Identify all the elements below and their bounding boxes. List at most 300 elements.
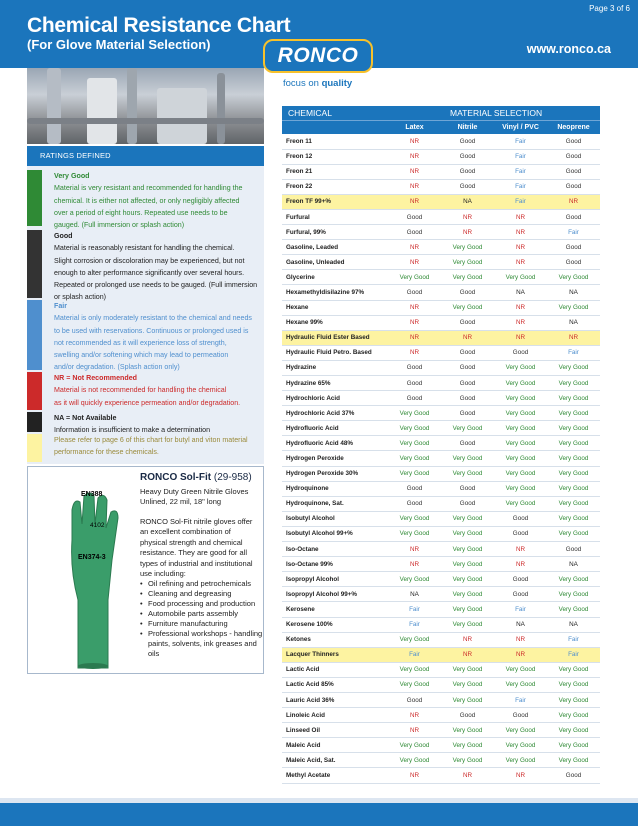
rating-cell: Very Good bbox=[441, 602, 494, 617]
chemical-name-cell: Hydrofluoric Acid bbox=[282, 421, 388, 436]
table-row bbox=[282, 708, 600, 723]
table-row bbox=[282, 179, 600, 194]
rating-cell: Good bbox=[441, 708, 494, 723]
rating-cell: Very Good bbox=[388, 466, 441, 481]
chemical-name-cell: Gasoline, Unleaded bbox=[282, 255, 388, 270]
rating-cell: NR bbox=[494, 768, 547, 783]
chemical-name-cell: Isopropyl Alcohol bbox=[282, 572, 388, 587]
rating-cell: Good bbox=[388, 496, 441, 511]
rating-cell: NR bbox=[441, 632, 494, 647]
chemical-name-cell: Hexane bbox=[282, 300, 388, 315]
rating-line: gauged. (Full immersion or splash action) bbox=[54, 221, 185, 230]
chemical-name-cell: Hydrogen Peroxide bbox=[282, 451, 388, 466]
glove-use-item: • Automobile parts assembly bbox=[140, 609, 265, 619]
glove-subtitle bbox=[140, 487, 265, 507]
table-row bbox=[282, 572, 600, 587]
rating-cell: Good bbox=[441, 164, 494, 179]
rating-cell: NR bbox=[388, 164, 441, 179]
table-row bbox=[282, 557, 600, 572]
rating-cell: NR bbox=[547, 194, 600, 209]
rating-text bbox=[54, 230, 262, 304]
table-body bbox=[282, 134, 600, 783]
rating-cell: Good bbox=[388, 692, 441, 707]
rating-cell: Good bbox=[494, 708, 547, 723]
rating-line: Material is not recommended for handling the chemical bbox=[54, 386, 227, 395]
rating-cell: NR bbox=[388, 345, 441, 360]
rating-cell: NR bbox=[494, 557, 547, 572]
rating-cell: NA bbox=[547, 557, 600, 572]
rating-cell: Good bbox=[547, 134, 600, 149]
chemical-name-cell: Lactic Acid bbox=[282, 662, 388, 677]
rating-cell: Very Good bbox=[547, 270, 600, 285]
rating-cell: Very Good bbox=[547, 511, 600, 526]
rating-cell: Very Good bbox=[388, 511, 441, 526]
rating-cell: Very Good bbox=[441, 511, 494, 526]
rating-item bbox=[27, 412, 264, 435]
rating-cell: Very Good bbox=[494, 451, 547, 466]
chemical-name-cell: Hydrofluoric Acid 48% bbox=[282, 436, 388, 451]
ronco-logo: RONCO bbox=[263, 39, 373, 73]
rating-cell: Very Good bbox=[547, 406, 600, 421]
column-latex: Latex bbox=[405, 124, 424, 131]
table-row bbox=[282, 194, 600, 209]
column-nitrile: Nitrile bbox=[457, 124, 478, 131]
rating-cell: Fair bbox=[494, 149, 547, 164]
table-row bbox=[282, 647, 600, 662]
rating-cell: NR bbox=[388, 768, 441, 783]
rating-cell: Good bbox=[494, 345, 547, 360]
rating-cell: Very Good bbox=[441, 542, 494, 557]
rating-cell: Very Good bbox=[441, 723, 494, 738]
rating-cell: NR bbox=[388, 179, 441, 194]
rating-cell: Good bbox=[494, 526, 547, 541]
rating-cell: Very Good bbox=[441, 270, 494, 285]
rating-cell: Good bbox=[441, 179, 494, 194]
chemical-name-cell: Hydrogen Peroxide 30% bbox=[282, 466, 388, 481]
table-row bbox=[282, 542, 600, 557]
rating-item bbox=[27, 300, 264, 370]
rating-cell: NR bbox=[441, 768, 494, 783]
rating-line: to be used with reservations. Continuous or prolonged used is bbox=[54, 326, 249, 335]
table-row bbox=[282, 360, 600, 375]
rating-cell: Good bbox=[441, 149, 494, 164]
rating-cell: Good bbox=[547, 149, 600, 164]
rating-title: NR = Not Recommended bbox=[54, 374, 137, 382]
rating-item bbox=[27, 170, 264, 230]
table-row bbox=[282, 496, 600, 511]
rating-cell: Very Good bbox=[441, 587, 494, 602]
page-number: Page 3 of 6 bbox=[589, 4, 630, 13]
glove-desc-line: physical strength and chemical bbox=[140, 537, 243, 547]
table-row bbox=[282, 768, 600, 783]
table-row bbox=[282, 632, 600, 647]
table-row bbox=[282, 617, 600, 632]
rating-cell: Good bbox=[547, 179, 600, 194]
glove-use-item: • Cleaning and degreasing bbox=[140, 589, 265, 599]
rating-cell: Very Good bbox=[441, 677, 494, 692]
table-row bbox=[282, 526, 600, 541]
rating-cell: Good bbox=[441, 315, 494, 330]
table-row bbox=[282, 285, 600, 300]
rating-cell: Good bbox=[547, 255, 600, 270]
table-header-main bbox=[282, 106, 600, 120]
rating-cell: Very Good bbox=[441, 526, 494, 541]
rating-cell: NA bbox=[494, 617, 547, 632]
rating-cell: Good bbox=[441, 134, 494, 149]
chemical-name-cell: Lacquer Thinners bbox=[282, 647, 388, 662]
rating-line: Material is reasonably resistant for handling the chemical. bbox=[54, 244, 235, 253]
rating-color-swatch bbox=[27, 170, 42, 226]
glove-use-item: • Oil refining and petrochemicals bbox=[140, 579, 265, 589]
en388-label: EN388 bbox=[81, 491, 103, 498]
table-row bbox=[282, 738, 600, 753]
rating-cell: Good bbox=[388, 376, 441, 391]
rating-cell: Good bbox=[441, 376, 494, 391]
rating-cell: Very Good bbox=[547, 481, 600, 496]
rating-cell: NR bbox=[494, 240, 547, 255]
table-row bbox=[282, 602, 600, 617]
rating-cell: Very Good bbox=[494, 270, 547, 285]
rating-color-swatch bbox=[27, 300, 42, 370]
rating-cell: Good bbox=[388, 360, 441, 375]
rating-cell: Good bbox=[388, 225, 441, 240]
rating-item bbox=[27, 372, 264, 410]
table-row bbox=[282, 662, 600, 677]
chemical-name-cell: Hydroquinone bbox=[282, 481, 388, 496]
rating-cell: Very Good bbox=[547, 526, 600, 541]
chemical-name-cell: Glycerine bbox=[282, 270, 388, 285]
rating-title: NA = Not Available bbox=[54, 414, 117, 422]
rating-cell: Very Good bbox=[547, 677, 600, 692]
glove-sub-line: Heavy Duty Green Nitrile Gloves bbox=[140, 487, 249, 496]
rating-cell: NR bbox=[441, 330, 494, 345]
rating-cell: Very Good bbox=[494, 466, 547, 481]
rating-line: over a period of eight hours. Repeated use needs to be bbox=[54, 208, 228, 217]
rating-cell: Good bbox=[441, 285, 494, 300]
table-row bbox=[282, 164, 600, 179]
rating-cell: Very Good bbox=[547, 391, 600, 406]
rating-cell: Very Good bbox=[441, 255, 494, 270]
rating-cell: NR bbox=[388, 557, 441, 572]
rating-cell: Very Good bbox=[494, 496, 547, 511]
rating-text bbox=[54, 412, 262, 437]
rating-cell: Fair bbox=[547, 345, 600, 360]
rating-cell: Very Good bbox=[547, 753, 600, 768]
chemical-name-cell: Linseed Oil bbox=[282, 723, 388, 738]
en388-code: 4102 bbox=[90, 522, 105, 529]
rating-line: Repeated or prolonged use needs to be gauged. (Full immersion bbox=[54, 281, 258, 290]
rating-cell: NR bbox=[388, 255, 441, 270]
table-row bbox=[282, 421, 600, 436]
rating-text bbox=[54, 372, 262, 409]
tagline-word: quality bbox=[321, 78, 353, 89]
rating-cell: Good bbox=[388, 285, 441, 300]
rating-color-swatch bbox=[27, 412, 42, 432]
table-row bbox=[282, 134, 600, 149]
rating-cell: Very Good bbox=[441, 662, 494, 677]
rating-cell: Very Good bbox=[494, 481, 547, 496]
column-vinyl: Vinyl / PVC bbox=[502, 124, 539, 131]
rating-line: Material is very resistant and recommended for handling the bbox=[54, 184, 243, 193]
chemical-name-cell: Furfural bbox=[282, 209, 388, 224]
chemical-name-cell: Freon 11 bbox=[282, 134, 388, 149]
rating-cell: Very Good bbox=[441, 421, 494, 436]
table-row bbox=[282, 270, 600, 285]
rating-cell: Very Good bbox=[388, 632, 441, 647]
rating-cell: Good bbox=[441, 345, 494, 360]
chemical-name-cell: Ketones bbox=[282, 632, 388, 647]
table-row bbox=[282, 345, 600, 360]
rating-cell: Very Good bbox=[494, 738, 547, 753]
rating-cell: Very Good bbox=[388, 421, 441, 436]
rating-cell: Good bbox=[441, 391, 494, 406]
glove-uses-list bbox=[140, 579, 265, 659]
chemical-name-cell: Hexamethyldisilazine 97% bbox=[282, 285, 388, 300]
chemical-table bbox=[282, 134, 600, 784]
rating-line: performance for these chemicals. bbox=[54, 448, 159, 457]
rating-cell: Very Good bbox=[494, 421, 547, 436]
chemical-name-cell: Hexane 99% bbox=[282, 315, 388, 330]
rating-cell: Very Good bbox=[388, 753, 441, 768]
chemical-name-cell: Hydrazine bbox=[282, 360, 388, 375]
rating-cell: Very Good bbox=[388, 572, 441, 587]
rating-cell: Very Good bbox=[441, 466, 494, 481]
rating-cell: NR bbox=[388, 723, 441, 738]
chemical-name-cell: Isopropyl Alcohol 99+% bbox=[282, 587, 388, 602]
rating-cell: Very Good bbox=[441, 738, 494, 753]
rating-cell: Fair bbox=[547, 647, 600, 662]
rating-cell: NR bbox=[441, 647, 494, 662]
rating-color-swatch bbox=[27, 372, 42, 410]
rating-cell: Very Good bbox=[388, 526, 441, 541]
rating-cell: Good bbox=[388, 481, 441, 496]
table-row bbox=[282, 692, 600, 707]
glove-desc-line: an excellent combination of bbox=[140, 527, 231, 537]
rating-line: as it will quickly experience permeation and/or degradation. bbox=[54, 398, 241, 407]
chemical-name-cell: Linoleic Acid bbox=[282, 708, 388, 723]
rating-cell: Very Good bbox=[494, 723, 547, 738]
rating-cell: Very Good bbox=[547, 451, 600, 466]
rating-cell: Very Good bbox=[388, 270, 441, 285]
table-row bbox=[282, 677, 600, 692]
chemical-name-cell: Hydrazine 65% bbox=[282, 376, 388, 391]
rating-cell: NR bbox=[494, 647, 547, 662]
glove-description bbox=[140, 517, 265, 579]
chemical-header: CHEMICAL bbox=[288, 108, 332, 118]
rating-item bbox=[27, 434, 264, 462]
rating-cell: Good bbox=[388, 391, 441, 406]
rating-cell: Good bbox=[494, 587, 547, 602]
rating-cell: NR bbox=[388, 240, 441, 255]
rating-cell: Very Good bbox=[441, 617, 494, 632]
chemical-name-cell: Freon 12 bbox=[282, 149, 388, 164]
website-link[interactable]: www.ronco.ca bbox=[526, 42, 611, 56]
rating-cell: Very Good bbox=[441, 572, 494, 587]
page-title: Chemical Resistance Chart bbox=[27, 14, 291, 37]
rating-cell: Very Good bbox=[547, 496, 600, 511]
glove-model: (29-958) bbox=[213, 472, 252, 483]
rating-cell: Good bbox=[494, 572, 547, 587]
table-row bbox=[282, 300, 600, 315]
table-row bbox=[282, 587, 600, 602]
rating-cell: Good bbox=[441, 406, 494, 421]
rating-cell: NA bbox=[547, 285, 600, 300]
rating-cell: NA bbox=[494, 285, 547, 300]
rating-line: enough to alter performance significantly over several hours. bbox=[54, 268, 245, 277]
chemical-name-cell: Hydrochloric Acid 37% bbox=[282, 406, 388, 421]
rating-cell: NR bbox=[388, 300, 441, 315]
rating-cell: Good bbox=[547, 768, 600, 783]
rating-cell: NR bbox=[547, 330, 600, 345]
rating-cell: NR bbox=[388, 542, 441, 557]
rating-cell: Very Good bbox=[441, 753, 494, 768]
tagline bbox=[283, 78, 352, 89]
rating-cell: NA bbox=[547, 617, 600, 632]
chemical-name-cell: Hydraulic Fluid Ester Based bbox=[282, 330, 388, 345]
rating-cell: Very Good bbox=[441, 692, 494, 707]
rating-cell: Very Good bbox=[388, 677, 441, 692]
table-row bbox=[282, 330, 600, 345]
rating-line: Material is only moderately resistant to the chemical and needs bbox=[54, 314, 252, 323]
rating-cell: Very Good bbox=[441, 451, 494, 466]
rating-cell: Very Good bbox=[494, 360, 547, 375]
material-header: MATERIAL SELECTION bbox=[450, 108, 543, 118]
chemical-name-cell: Kerosene 100% bbox=[282, 617, 388, 632]
rating-line: Slight corrosion or discoloration may be experienced, but not bbox=[54, 256, 245, 265]
table-row bbox=[282, 315, 600, 330]
table-row bbox=[282, 451, 600, 466]
rating-cell: Very Good bbox=[547, 662, 600, 677]
rating-text bbox=[54, 434, 262, 459]
chemical-name-cell: Isobutyl Alcohol 99+% bbox=[282, 526, 388, 541]
rating-cell: NR bbox=[494, 300, 547, 315]
table-row bbox=[282, 209, 600, 224]
rating-cell: NR bbox=[388, 315, 441, 330]
rating-cell: Good bbox=[547, 209, 600, 224]
table-row bbox=[282, 511, 600, 526]
rating-cell: Very Good bbox=[388, 662, 441, 677]
rating-cell: NR bbox=[494, 255, 547, 270]
glove-desc-line: RONCO Sol-Fit nitrile gloves offer bbox=[140, 517, 253, 526]
rating-cell: NR bbox=[494, 225, 547, 240]
rating-cell: Very Good bbox=[388, 436, 441, 451]
rating-cell: Very Good bbox=[547, 708, 600, 723]
rating-line: swelling and/or softening which may lead to permeation bbox=[54, 351, 229, 360]
rating-line: Information is insufficient to make a determination bbox=[54, 426, 211, 435]
chemical-name-cell: Freon 22 bbox=[282, 179, 388, 194]
rating-cell: NR bbox=[441, 209, 494, 224]
rating-title: Good bbox=[54, 232, 73, 240]
rating-cell: Very Good bbox=[494, 677, 547, 692]
rating-cell: Fair bbox=[494, 179, 547, 194]
chemical-name-cell: Methyl Acetate bbox=[282, 768, 388, 783]
chemical-name-cell: Freon TF 99+% bbox=[282, 194, 388, 209]
rating-cell: Good bbox=[388, 209, 441, 224]
table-row bbox=[282, 481, 600, 496]
chemical-name-cell: Hydrochloric Acid bbox=[282, 391, 388, 406]
rating-cell: Good bbox=[441, 481, 494, 496]
refinery-photo bbox=[27, 68, 264, 144]
table-row bbox=[282, 255, 600, 270]
en374-label: EN374-3 bbox=[78, 554, 106, 561]
rating-cell: Very Good bbox=[441, 557, 494, 572]
rating-title: Fair bbox=[54, 302, 68, 310]
glove-sub-line: Unlined, 22 mil, 18" long bbox=[140, 497, 222, 506]
rating-text bbox=[54, 300, 262, 374]
footer-bar bbox=[0, 803, 638, 826]
rating-cell: Good bbox=[441, 360, 494, 375]
rating-cell: Fair bbox=[494, 164, 547, 179]
rating-cell: Fair bbox=[547, 632, 600, 647]
rating-cell: Fair bbox=[388, 617, 441, 632]
rating-cell: Very Good bbox=[547, 436, 600, 451]
rating-cell: Good bbox=[547, 542, 600, 557]
rating-cell: Very Good bbox=[388, 451, 441, 466]
rating-cell: Very Good bbox=[494, 391, 547, 406]
table-row bbox=[282, 391, 600, 406]
tagline-prefix: focus on bbox=[283, 78, 319, 89]
chemical-name-cell: Hydraulic Fluid Petro. Based bbox=[282, 345, 388, 360]
rating-cell: Very Good bbox=[547, 723, 600, 738]
rating-item bbox=[27, 230, 264, 302]
rating-cell: Good bbox=[441, 496, 494, 511]
rating-line: chemical. It is either not affected, or only negligibly affected bbox=[54, 196, 240, 205]
table-row bbox=[282, 225, 600, 240]
rating-cell: NR bbox=[388, 708, 441, 723]
table-row bbox=[282, 406, 600, 421]
rating-cell: NA bbox=[388, 587, 441, 602]
table-header-columns bbox=[282, 120, 600, 134]
rating-cell: Fair bbox=[494, 134, 547, 149]
rating-cell: Very Good bbox=[441, 300, 494, 315]
rating-cell: Fair bbox=[388, 602, 441, 617]
rating-cell: Very Good bbox=[547, 466, 600, 481]
glove-desc-line: use including: bbox=[140, 569, 186, 579]
glove-desc-line: resistance. They are good for all bbox=[140, 548, 248, 558]
rating-cell: Very Good bbox=[547, 692, 600, 707]
rating-cell: NR bbox=[494, 632, 547, 647]
glove-use-item: • Furniture manufacturing bbox=[140, 619, 265, 629]
rating-cell: Very Good bbox=[547, 587, 600, 602]
rating-line: not recommended as it will experience loss of strength, bbox=[54, 338, 227, 347]
rating-cell: Good bbox=[547, 164, 600, 179]
ratings-heading: RATINGS DEFINED bbox=[27, 146, 264, 166]
chemical-name-cell: Maleic Acid bbox=[282, 738, 388, 753]
glove-title bbox=[140, 472, 252, 483]
chemical-name-cell: Lauric Acid 36% bbox=[282, 692, 388, 707]
table-row bbox=[282, 723, 600, 738]
rating-cell: Very Good bbox=[547, 376, 600, 391]
rating-cell: Very Good bbox=[547, 300, 600, 315]
chemical-name-cell: Furfural, 99% bbox=[282, 225, 388, 240]
table-row bbox=[282, 240, 600, 255]
rating-cell: Good bbox=[441, 436, 494, 451]
rating-cell: Very Good bbox=[494, 662, 547, 677]
rating-cell: Very Good bbox=[494, 753, 547, 768]
rating-cell: Very Good bbox=[547, 360, 600, 375]
rating-color-swatch bbox=[27, 434, 42, 462]
rating-text bbox=[54, 170, 262, 231]
rating-color-swatch bbox=[27, 230, 42, 298]
rating-cell: NR bbox=[494, 330, 547, 345]
chemical-name-cell: Iso-Octane bbox=[282, 542, 388, 557]
rating-cell: Very Good bbox=[547, 738, 600, 753]
chemical-name-cell: Gasoline, Leaded bbox=[282, 240, 388, 255]
table-row bbox=[282, 466, 600, 481]
rating-cell: NR bbox=[388, 194, 441, 209]
rating-cell: Fair bbox=[494, 692, 547, 707]
table-row bbox=[282, 436, 600, 451]
